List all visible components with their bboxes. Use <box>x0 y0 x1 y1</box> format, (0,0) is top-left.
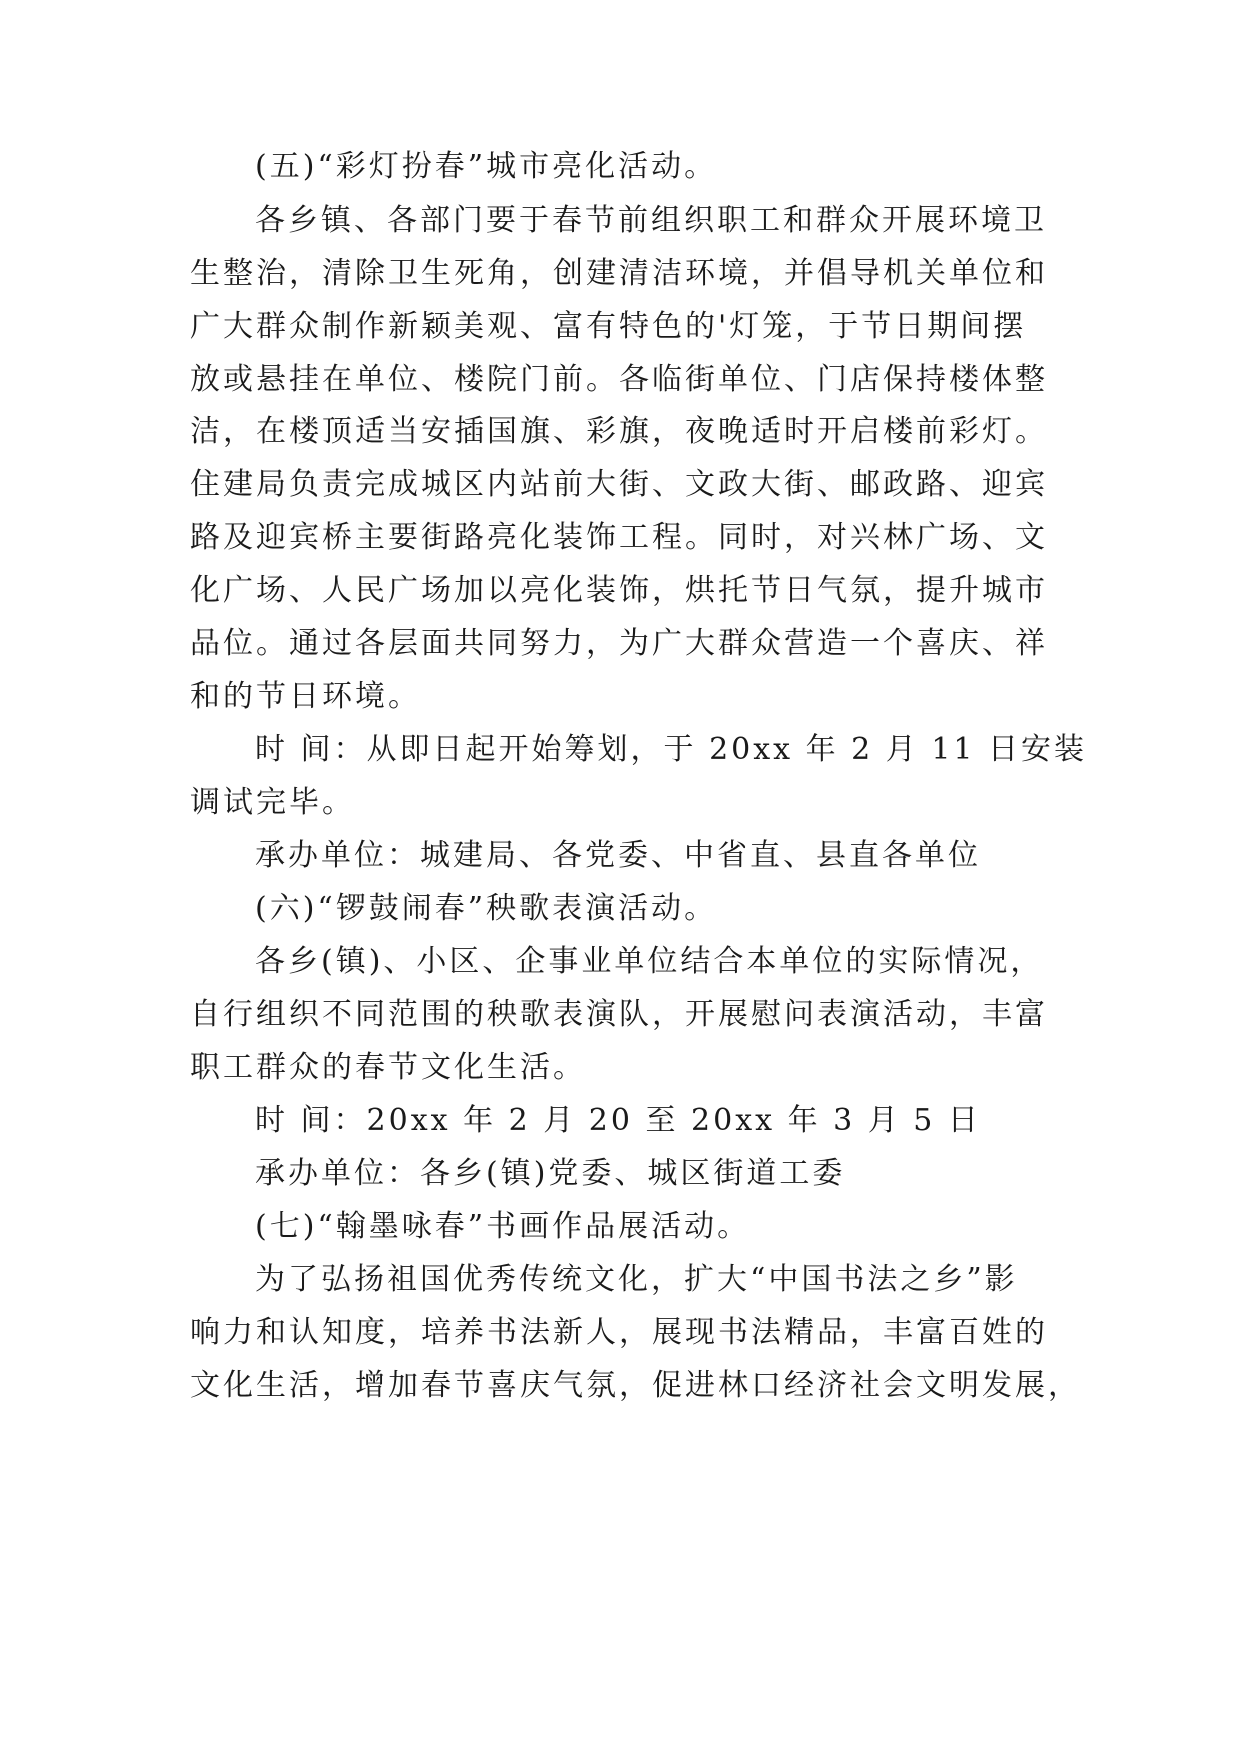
paragraph-line: 住建局负责完成城区内站前大街、文政大街、邮政路、迎宾 <box>190 467 1048 502</box>
paragraph-line: 生整治，清除卫生死角，创建清洁环境，并倡导机关单位和 <box>190 256 1048 291</box>
paragraph-line: 洁，在楼顶适当安插国旗、彩旗，夜晚适时开启楼前彩灯。 <box>190 414 1048 449</box>
paragraph-line: 化广场、人民广场加以亮化装饰，烘托节日气氛，提升城市 <box>190 573 1048 608</box>
paragraph-line: 各乡(镇)、小区、企事业单位结合本单位的实际情况， <box>255 944 1044 979</box>
paragraph-line: 各乡镇、各部门要于春节前组织职工和群众开展环境卫 <box>255 203 1047 238</box>
paragraph-line: 广大群众制作新颖美观、富有特色的'灯笼，于节日期间摆 <box>190 309 1027 344</box>
paragraph-line: 路及迎宾桥主要街路亮化装饰工程。同时，对兴林广场、文 <box>190 520 1048 555</box>
paragraph-line: 和的节日环境。 <box>190 679 421 714</box>
time-line: 时 间：从即日起开始筹划，于 20xx 年 2 月 11 日安装 <box>255 732 1088 767</box>
paragraph-line: 职工群众的春节文化生活。 <box>190 1050 586 1085</box>
paragraph-line: 文化生活，增加春节喜庆气氛，促进林口经济社会文明发展， <box>190 1368 1081 1403</box>
organizer-line: 承办单位：城建局、各党委、中省直、县直各单位 <box>255 838 981 873</box>
organizer-line: 承办单位：各乡(镇)党委、城区街道工委 <box>255 1156 846 1191</box>
section-heading-five: (五)“彩灯扮春”城市亮化活动。 <box>255 149 718 184</box>
paragraph-line: 调试完毕。 <box>190 785 355 820</box>
section-heading-seven: (七)“翰墨咏春”书画作品展活动。 <box>255 1209 751 1244</box>
section-heading-six: (六)“锣鼓闹春”秧歌表演活动。 <box>255 891 718 926</box>
paragraph-line: 自行组织不同范围的秧歌表演队，开展慰问表演活动，丰富 <box>190 997 1048 1032</box>
paragraph-line: 响力和认知度，培养书法新人，展现书法精品，丰富百姓的 <box>190 1315 1048 1350</box>
paragraph-line: 为了弘扬祖国优秀传统文化，扩大“中国书法之乡”影 <box>255 1262 1018 1297</box>
paragraph-line: 品位。通过各层面共同努力，为广大群众营造一个喜庆、祥 <box>190 626 1048 661</box>
paragraph-line: 放或悬挂在单位、楼院门前。各临街单位、门店保持楼体整 <box>190 362 1048 397</box>
time-line: 时 间：20xx 年 2 月 20 至 20xx 年 3 月 5 日 <box>255 1103 981 1138</box>
